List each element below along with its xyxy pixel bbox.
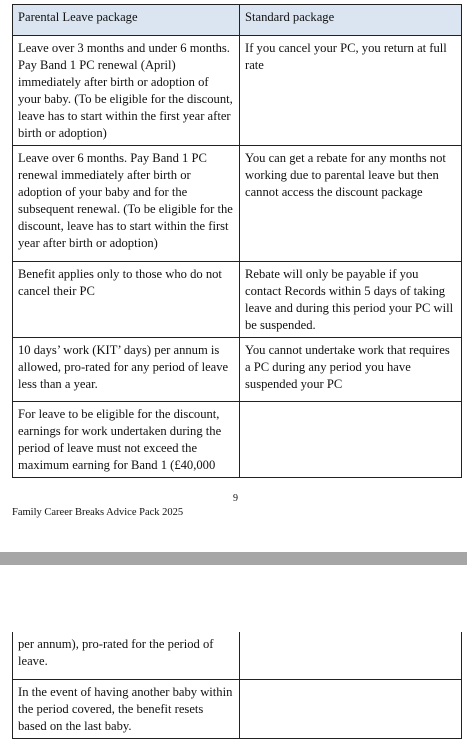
table-header-row bbox=[13, 5, 462, 36]
table-row bbox=[13, 402, 462, 478]
parental-cell: For leave to be eligible for the discount, earnings for work undertaken during the period of leave must not exceed the maximum earning for Band 1 (£40,000 bbox=[13, 402, 240, 478]
comparison-table bbox=[12, 4, 462, 478]
table-row bbox=[13, 146, 462, 262]
standard-cell bbox=[240, 680, 462, 739]
table-row bbox=[13, 36, 462, 146]
standard-cell: If you cancel your PC, you return at full rate bbox=[240, 36, 462, 146]
parental-cell: Leave over 6 months. Pay Band 1 PC renewal immediately after birth or adoption of your baby and for the subsequent renewal. (To be eligible for the discount, leave has to start within the first year after birth or adoption) bbox=[13, 146, 240, 262]
header-standard: Standard package bbox=[240, 5, 462, 36]
table-row bbox=[13, 680, 462, 739]
standard-cell bbox=[240, 402, 462, 478]
standard-cell: You can get a rebate for any months not working due to parental leave but then cannot access the discount package bbox=[240, 146, 462, 262]
parental-cell: Leave over 3 months and under 6 months. Pay Band 1 PC renewal (April) immediately after birth or adoption of your baby. (To be eligible for the discount, leave has to start within the first year after birth or adoption) bbox=[13, 36, 240, 146]
parental-cell: Benefit applies only to those who do not cancel their PC bbox=[13, 262, 240, 338]
header-parental-leave: Parental Leave package bbox=[13, 5, 240, 36]
parental-cell: 10 days’ work (KIT’ days) per annum is allowed, pro-rated for any period of leave less than a year. bbox=[13, 338, 240, 402]
table-row bbox=[13, 262, 462, 338]
document-page-2 bbox=[0, 565, 467, 745]
standard-cell: Rebate will only be payable if you contact Records within 5 days of taking leave and during this period your PC will be suspended. bbox=[240, 262, 462, 338]
table-row bbox=[13, 338, 462, 402]
standard-cell bbox=[240, 632, 462, 680]
standard-cell: You cannot undertake work that requires a PC during any period you have suspended your PC bbox=[240, 338, 462, 402]
page-footer: Family Career Breaks Advice Pack 2025 bbox=[12, 507, 184, 518]
page-separator bbox=[0, 552, 467, 565]
table-row bbox=[13, 632, 462, 680]
parental-cell: per annum), pro-rated for the period of leave. bbox=[13, 632, 240, 680]
page-number: 9 bbox=[233, 493, 238, 504]
parental-cell: In the event of having another baby within the period covered, the benefit resets based on the last baby. bbox=[13, 680, 240, 739]
comparison-table-continued bbox=[12, 632, 462, 739]
